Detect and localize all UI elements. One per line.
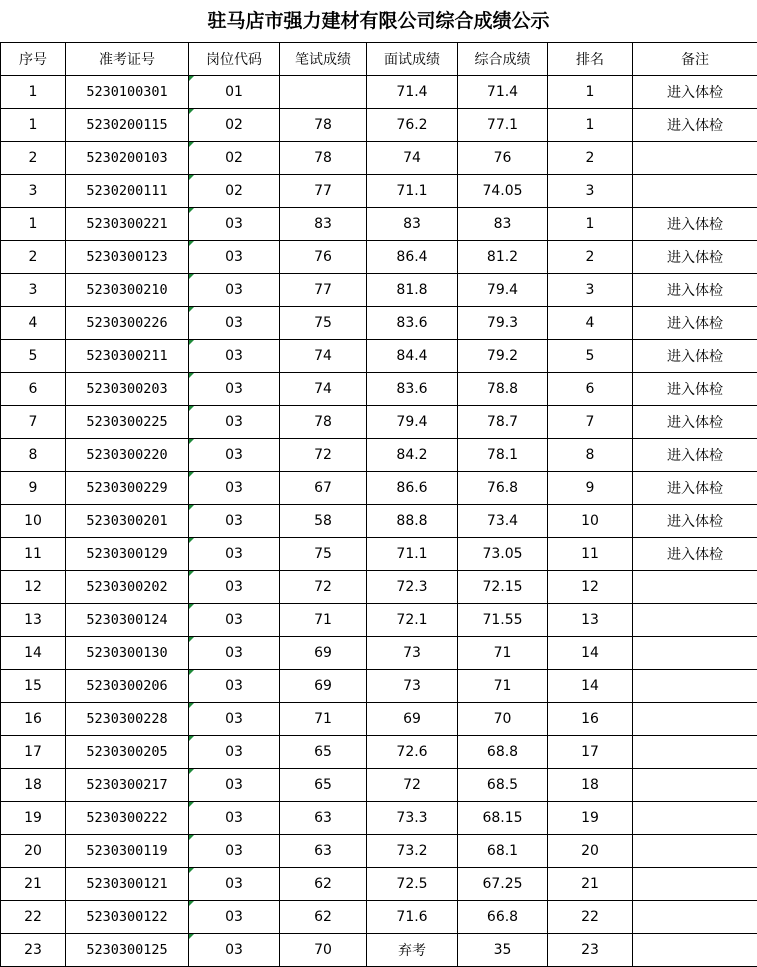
header-position-code: 岗位代码 (189, 43, 280, 76)
cell-position-code: 03 (189, 934, 280, 967)
table-row (1, 736, 757, 769)
page-title: 驻马店市强力建材有限公司综合成绩公示 (0, 0, 757, 42)
cell-written-score: 67 (280, 472, 367, 505)
cell-ticket-number: 5230300201 (66, 505, 189, 538)
cell-total-score: 79.4 (458, 274, 548, 307)
score-table (0, 42, 757, 967)
cell-position-code: 03 (189, 670, 280, 703)
cell-remark: 进入体检 (633, 538, 757, 571)
cell-ticket-number: 5230300129 (66, 538, 189, 571)
table-row (1, 604, 757, 637)
cell-written-score: 72 (280, 439, 367, 472)
cell-written-score: 65 (280, 736, 367, 769)
cell-interview-score: 73.3 (367, 802, 458, 835)
cell-index: 15 (1, 670, 66, 703)
cell-total-score: 35 (458, 934, 548, 967)
cell-index: 12 (1, 571, 66, 604)
cell-position-code: 03 (189, 439, 280, 472)
cell-written-score: 78 (280, 142, 367, 175)
cell-ticket-number: 5230300122 (66, 901, 189, 934)
cell-interview-score: 86.6 (367, 472, 458, 505)
cell-ticket-number: 5230300125 (66, 934, 189, 967)
cell-rank: 11 (548, 538, 633, 571)
table-row (1, 934, 757, 967)
cell-total-score: 83 (458, 208, 548, 241)
cell-position-code: 03 (189, 241, 280, 274)
cell-rank: 3 (548, 274, 633, 307)
cell-index: 10 (1, 505, 66, 538)
cell-index: 7 (1, 406, 66, 439)
cell-ticket-number: 5230300221 (66, 208, 189, 241)
cell-interview-score: 71.4 (367, 76, 458, 109)
cell-position-code: 03 (189, 802, 280, 835)
cell-position-code: 03 (189, 835, 280, 868)
cell-ticket-number: 5230300217 (66, 769, 189, 802)
cell-remark: 进入体检 (633, 406, 757, 439)
cell-position-code: 03 (189, 538, 280, 571)
cell-total-score: 78.7 (458, 406, 548, 439)
cell-rank: 5 (548, 340, 633, 373)
cell-interview-score: 73.2 (367, 835, 458, 868)
cell-index: 23 (1, 934, 66, 967)
cell-remark (633, 703, 757, 736)
cell-position-code: 03 (189, 307, 280, 340)
table-row (1, 76, 757, 109)
cell-total-score: 73.05 (458, 538, 548, 571)
cell-ticket-number: 5230300124 (66, 604, 189, 637)
cell-written-score: 83 (280, 208, 367, 241)
cell-position-code: 03 (189, 901, 280, 934)
cell-written-score: 78 (280, 406, 367, 439)
cell-written-score: 78 (280, 109, 367, 142)
table-row (1, 703, 757, 736)
cell-rank: 6 (548, 373, 633, 406)
cell-rank: 20 (548, 835, 633, 868)
header-interview-score: 面试成绩 (367, 43, 458, 76)
cell-remark: 进入体检 (633, 307, 757, 340)
cell-remark: 进入体检 (633, 241, 757, 274)
cell-rank: 1 (548, 208, 633, 241)
cell-index: 11 (1, 538, 66, 571)
table-row (1, 670, 757, 703)
cell-position-code: 02 (189, 175, 280, 208)
cell-position-code: 02 (189, 109, 280, 142)
cell-index: 20 (1, 835, 66, 868)
cell-ticket-number: 5230300210 (66, 274, 189, 307)
cell-interview-score: 72.6 (367, 736, 458, 769)
cell-written-score: 75 (280, 307, 367, 340)
cell-total-score: 78.1 (458, 439, 548, 472)
header-total-score: 综合成绩 (458, 43, 548, 76)
cell-total-score: 66.8 (458, 901, 548, 934)
cell-written-score: 65 (280, 769, 367, 802)
cell-interview-score: 71.1 (367, 538, 458, 571)
cell-remark (633, 769, 757, 802)
table-row (1, 505, 757, 538)
cell-interview-score: 73 (367, 670, 458, 703)
header-ticket-number: 准考证号 (66, 43, 189, 76)
cell-interview-score: 73 (367, 637, 458, 670)
header-row (1, 43, 757, 76)
cell-index: 1 (1, 109, 66, 142)
cell-interview-score: 84.2 (367, 439, 458, 472)
cell-remark (633, 901, 757, 934)
cell-rank: 8 (548, 439, 633, 472)
cell-rank: 7 (548, 406, 633, 439)
cell-rank: 1 (548, 76, 633, 109)
cell-total-score: 73.4 (458, 505, 548, 538)
header-index: 序号 (1, 43, 66, 76)
cell-position-code: 03 (189, 604, 280, 637)
cell-rank: 17 (548, 736, 633, 769)
cell-position-code: 03 (189, 736, 280, 769)
cell-written-score: 62 (280, 901, 367, 934)
cell-index: 18 (1, 769, 66, 802)
cell-position-code: 01 (189, 76, 280, 109)
cell-index: 1 (1, 208, 66, 241)
cell-interview-score: 81.8 (367, 274, 458, 307)
cell-position-code: 03 (189, 406, 280, 439)
cell-position-code: 03 (189, 340, 280, 373)
cell-ticket-number: 5230300203 (66, 373, 189, 406)
cell-remark (633, 175, 757, 208)
cell-ticket-number: 5230300121 (66, 868, 189, 901)
table-row (1, 538, 757, 571)
cell-interview-score: 86.4 (367, 241, 458, 274)
cell-remark: 进入体检 (633, 439, 757, 472)
cell-index: 6 (1, 373, 66, 406)
cell-index: 8 (1, 439, 66, 472)
cell-index: 16 (1, 703, 66, 736)
cell-rank: 21 (548, 868, 633, 901)
cell-interview-score: 72.3 (367, 571, 458, 604)
table-row (1, 901, 757, 934)
cell-interview-score: 79.4 (367, 406, 458, 439)
cell-ticket-number: 5230300220 (66, 439, 189, 472)
cell-remark (633, 604, 757, 637)
table-row (1, 241, 757, 274)
table-row (1, 274, 757, 307)
cell-rank: 14 (548, 637, 633, 670)
cell-remark: 进入体检 (633, 373, 757, 406)
cell-rank: 9 (548, 472, 633, 505)
cell-remark: 进入体检 (633, 109, 757, 142)
cell-written-score: 74 (280, 373, 367, 406)
cell-ticket-number: 5230300226 (66, 307, 189, 340)
cell-interview-score: 72.5 (367, 868, 458, 901)
cell-index: 14 (1, 637, 66, 670)
cell-ticket-number: 5230200115 (66, 109, 189, 142)
cell-written-score: 69 (280, 637, 367, 670)
cell-ticket-number: 5230300119 (66, 835, 189, 868)
cell-rank: 22 (548, 901, 633, 934)
cell-written-score: 63 (280, 802, 367, 835)
cell-position-code: 03 (189, 637, 280, 670)
cell-position-code: 03 (189, 571, 280, 604)
header-written-score: 笔试成绩 (280, 43, 367, 76)
cell-total-score: 71 (458, 637, 548, 670)
cell-position-code: 03 (189, 274, 280, 307)
cell-ticket-number: 5230300205 (66, 736, 189, 769)
cell-remark (633, 142, 757, 175)
cell-written-score: 74 (280, 340, 367, 373)
cell-interview-score: 83 (367, 208, 458, 241)
cell-rank: 23 (548, 934, 633, 967)
cell-index: 9 (1, 472, 66, 505)
cell-interview-score: 71.1 (367, 175, 458, 208)
cell-ticket-number: 5230300211 (66, 340, 189, 373)
table-row (1, 835, 757, 868)
cell-ticket-number: 5230300206 (66, 670, 189, 703)
cell-total-score: 68.1 (458, 835, 548, 868)
cell-interview-score: 69 (367, 703, 458, 736)
cell-rank: 2 (548, 241, 633, 274)
cell-position-code: 03 (189, 769, 280, 802)
cell-written-score: 72 (280, 571, 367, 604)
cell-remark: 进入体检 (633, 274, 757, 307)
cell-remark (633, 868, 757, 901)
cell-total-score: 76.8 (458, 472, 548, 505)
cell-ticket-number: 5230200111 (66, 175, 189, 208)
cell-index: 3 (1, 175, 66, 208)
cell-total-score: 68.8 (458, 736, 548, 769)
cell-remark: 进入体检 (633, 76, 757, 109)
cell-total-score: 68.5 (458, 769, 548, 802)
cell-rank: 2 (548, 142, 633, 175)
cell-interview-score: 84.4 (367, 340, 458, 373)
cell-position-code: 03 (189, 208, 280, 241)
cell-remark: 进入体检 (633, 472, 757, 505)
cell-index: 22 (1, 901, 66, 934)
cell-written-score: 63 (280, 835, 367, 868)
table-row (1, 406, 757, 439)
table-row (1, 769, 757, 802)
cell-rank: 16 (548, 703, 633, 736)
cell-rank: 1 (548, 109, 633, 142)
cell-ticket-number: 5230100301 (66, 76, 189, 109)
cell-index: 5 (1, 340, 66, 373)
cell-index: 1 (1, 76, 66, 109)
cell-remark (633, 835, 757, 868)
cell-position-code: 03 (189, 472, 280, 505)
cell-interview-score: 72 (367, 769, 458, 802)
cell-rank: 10 (548, 505, 633, 538)
cell-ticket-number: 5230200103 (66, 142, 189, 175)
cell-rank: 12 (548, 571, 633, 604)
table-row (1, 571, 757, 604)
cell-ticket-number: 5230300229 (66, 472, 189, 505)
cell-total-score: 81.2 (458, 241, 548, 274)
cell-position-code: 03 (189, 868, 280, 901)
cell-written-score: 71 (280, 703, 367, 736)
cell-position-code: 03 (189, 505, 280, 538)
cell-total-score: 68.15 (458, 802, 548, 835)
cell-index: 3 (1, 274, 66, 307)
table-row (1, 637, 757, 670)
header-rank: 排名 (548, 43, 633, 76)
cell-total-score: 70 (458, 703, 548, 736)
cell-remark (633, 637, 757, 670)
cell-total-score: 74.05 (458, 175, 548, 208)
table-row (1, 307, 757, 340)
cell-index: 2 (1, 241, 66, 274)
cell-index: 13 (1, 604, 66, 637)
cell-written-score: 69 (280, 670, 367, 703)
table-row (1, 208, 757, 241)
cell-position-code: 02 (189, 142, 280, 175)
cell-remark (633, 670, 757, 703)
cell-written-score: 77 (280, 274, 367, 307)
cell-written-score (280, 76, 367, 109)
table-row (1, 802, 757, 835)
cell-written-score: 75 (280, 538, 367, 571)
cell-interview-score: 弃考 (367, 934, 458, 967)
cell-remark (633, 571, 757, 604)
cell-ticket-number: 5230300130 (66, 637, 189, 670)
cell-ticket-number: 5230300222 (66, 802, 189, 835)
cell-ticket-number: 5230300123 (66, 241, 189, 274)
table-row (1, 175, 757, 208)
cell-ticket-number: 5230300202 (66, 571, 189, 604)
cell-total-score: 71.55 (458, 604, 548, 637)
cell-total-score: 71.4 (458, 76, 548, 109)
cell-interview-score: 83.6 (367, 373, 458, 406)
cell-total-score: 78.8 (458, 373, 548, 406)
cell-written-score: 70 (280, 934, 367, 967)
cell-index: 4 (1, 307, 66, 340)
cell-rank: 19 (548, 802, 633, 835)
cell-total-score: 79.2 (458, 340, 548, 373)
cell-remark: 进入体检 (633, 505, 757, 538)
cell-total-score: 76 (458, 142, 548, 175)
table-row (1, 109, 757, 142)
cell-interview-score: 83.6 (367, 307, 458, 340)
cell-total-score: 72.15 (458, 571, 548, 604)
table-row (1, 340, 757, 373)
cell-rank: 18 (548, 769, 633, 802)
cell-total-score: 79.3 (458, 307, 548, 340)
cell-written-score: 76 (280, 241, 367, 274)
cell-written-score: 62 (280, 868, 367, 901)
cell-ticket-number: 5230300225 (66, 406, 189, 439)
cell-total-score: 77.1 (458, 109, 548, 142)
cell-written-score: 58 (280, 505, 367, 538)
cell-rank: 3 (548, 175, 633, 208)
cell-rank: 13 (548, 604, 633, 637)
cell-interview-score: 71.6 (367, 901, 458, 934)
cell-remark (633, 802, 757, 835)
cell-index: 17 (1, 736, 66, 769)
table-row (1, 439, 757, 472)
cell-index: 19 (1, 802, 66, 835)
cell-total-score: 71 (458, 670, 548, 703)
cell-ticket-number: 5230300228 (66, 703, 189, 736)
cell-written-score: 71 (280, 604, 367, 637)
cell-interview-score: 76.2 (367, 109, 458, 142)
cell-position-code: 03 (189, 373, 280, 406)
cell-total-score: 67.25 (458, 868, 548, 901)
cell-interview-score: 72.1 (367, 604, 458, 637)
cell-position-code: 03 (189, 703, 280, 736)
table-row (1, 472, 757, 505)
header-remark: 备注 (633, 43, 757, 76)
table-row (1, 142, 757, 175)
cell-remark: 进入体检 (633, 340, 757, 373)
cell-index: 2 (1, 142, 66, 175)
cell-written-score: 77 (280, 175, 367, 208)
cell-interview-score: 88.8 (367, 505, 458, 538)
cell-remark (633, 736, 757, 769)
cell-index: 21 (1, 868, 66, 901)
table-row (1, 373, 757, 406)
cell-rank: 14 (548, 670, 633, 703)
cell-interview-score: 74 (367, 142, 458, 175)
cell-remark: 进入体检 (633, 208, 757, 241)
table-row (1, 868, 757, 901)
cell-remark (633, 934, 757, 967)
cell-rank: 4 (548, 307, 633, 340)
